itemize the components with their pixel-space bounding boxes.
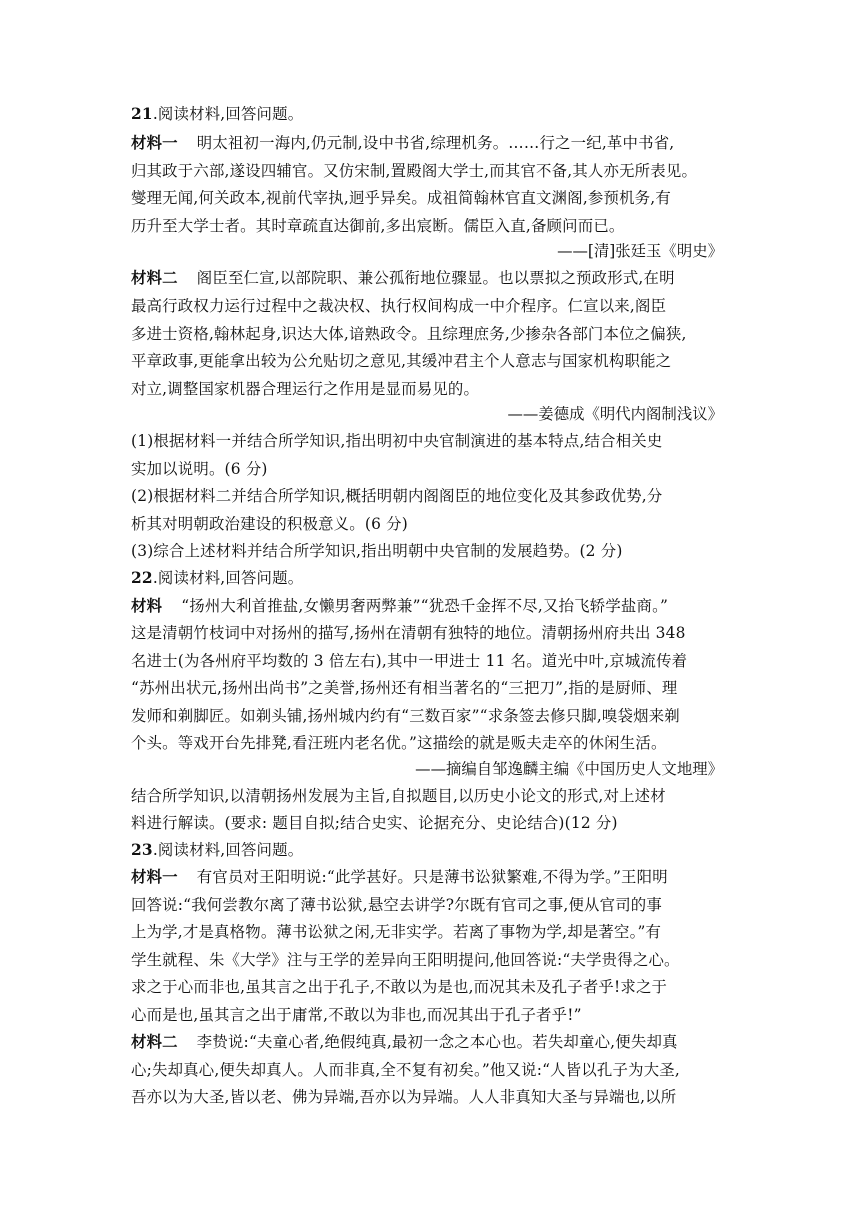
q21-material2-line: 平章政事,更能拿出较为公允贴切之意见,其缓冲君主个人意志与国家机构职能之	[131, 352, 672, 370]
q21-subquestion: (2)根据材料二并结合所学知识,概括明朝内阁阁臣的地位变化及其参政优势,分	[131, 487, 663, 505]
q21-heading	[131, 102, 731, 126]
q22-material-line: 材料 “扬州大利首推盐,女懒男奢两弊兼”“犹恐千金挥不尽,又抬飞轿学盐商。”	[131, 597, 669, 615]
q23-number: 23	[131, 841, 153, 859]
q22-heading	[131, 566, 731, 590]
q21-material1-line: 材料一 明太祖初一海内,仍元制,设中书省,综理机务。……行之一纪,革中书省,	[131, 134, 675, 152]
q21-material1-source: ——[清]张廷玉《明史》	[557, 242, 723, 260]
q21-material2-line: 材料二 阁臣至仁宣,以部院职、兼公孤衔地位骤显。也以票拟之预政形式,在明	[131, 269, 675, 287]
q21-number: 21	[131, 105, 153, 123]
q23-title: .阅读材料,回答问题。	[152, 841, 304, 859]
q21-material2-line: 最高行政权力运行过程中之裁决权、执行权间构成一中介程序。仁宣以来,阁臣	[131, 297, 667, 315]
q23-material1-line: 上为学,才是真格物。薄书讼狱之闲,无非实学。若离了事物为学,却是著空。”有	[131, 923, 662, 941]
q22-material-line: 这是清朝竹枝词中对扬州的描写,扬州在清朝有独特的地位。清朝扬州府共出 348	[131, 624, 686, 642]
q23-material2-label: 材料二	[131, 1033, 178, 1051]
q23-heading	[131, 838, 731, 862]
q22-question: 料进行解读。(要求: 题目自拟;结合史实、论据充分、史论结合)(12 分)	[131, 814, 618, 832]
q23-material1-line: 学生就程、朱《大学》注与王学的差异向王阳明提问,他回答说:“夫学贵得之心。	[131, 951, 680, 969]
q22-material-line: 名进士(为各州府平均数的 3 倍左右),其中一甲进士 11 名。道光中叶,京城流传着	[131, 652, 688, 670]
q23-material1-line: 求之于心而非也,虽其言之出于孔子,不敢以为是也,而况其未及孔子者乎!求之于	[131, 978, 668, 996]
q21-subquestion: (3)综合上述材料并结合所学知识,指出明朝中央官制的发展趋势。(2 分)	[131, 542, 623, 560]
q21-material2-line: 对立,调整国家机器合理运行之作用是显而易见的。	[131, 380, 480, 398]
q22-material-line: 发师和剃脚匠。如剃头铺,扬州城内约有“三数百家”“求条签去修只脚,嗅袋烟来剃	[131, 707, 680, 725]
q21-subquestion: 实加以说明。(6 分)	[131, 460, 268, 478]
q22-material-line: 个头。等戏开台先排凳,看汪班内老名优。”这描绘的就是贩夫走卒的休闲生活。	[131, 734, 667, 752]
q22-material-source: ——摘编自邹逸麟主编《中国历史人文地理》	[415, 760, 723, 778]
q23-material2-line: 心;失却真心,便失却真人。人而非真,全不复有初矣。”他又说:“人皆以孔子为大圣,	[131, 1061, 680, 1079]
q21-title: .阅读材料,回答问题。	[152, 105, 304, 123]
q22-question: 结合所学知识,以清朝扬州发展为主旨,自拟题目,以历史小论文的形式,对上述材	[131, 787, 666, 805]
q21-material1-line: 历升至大学士者。其时章疏直达御前,多出宸断。儒臣入直,备顾问而已。	[131, 217, 625, 235]
q21-subquestion: (1)根据材料一并结合所学知识,指出明初中央官制演进的基本特点,结合相关史	[131, 432, 663, 450]
q21-subquestion: 析其对明朝政治建设的积极意义。(6 分)	[131, 515, 408, 533]
q22-title: .阅读材料,回答问题。	[152, 569, 304, 587]
q23-material1-line: 回答说:“我何尝教尔离了薄书讼狱,悬空去讲学?尔既有官司之事,便从官司的事	[131, 896, 662, 914]
q23-material2-line: 吾亦以为大圣,皆以老、佛为异端,吾亦以为异端。人人非真知大圣与异端也,以所	[131, 1088, 677, 1106]
q22-number: 22	[131, 569, 153, 587]
q23-material2-line: 材料二 李贽说:“夫童心者,绝假纯真,最初一念之本心也。若失却童心,便失却真	[131, 1033, 678, 1051]
q23-material1-line: 材料一 有官员对王阳明说:“此学甚好。只是薄书讼狱繁难,不得为学。”王阳明	[131, 868, 668, 886]
q21-material2-line: 多进士资格,翰林起身,识达大体,谙熟政令。且综理庶务,少掺杂各部门本位之偏狭,	[131, 325, 687, 343]
q21-material2-label: 材料二	[131, 269, 178, 287]
q21-material1-line: 归其政于六部,遂设四辅官。又仿宋制,置殿阁大学士,而其官不备,其人亦无所表见。	[131, 162, 698, 180]
q21-material1-label: 材料一	[131, 134, 178, 152]
q21-material1-line: 燮理无闻,何关政本,视前代宰执,迥乎异矣。成祖简翰林官直文渊阁,参预机务,有	[131, 189, 671, 207]
q23-material1-line: 心而是也,虽其言之出于庸常,不敢以为非也,而况其出于孔子者乎!”	[131, 1006, 582, 1024]
q22-material-label: 材料	[131, 597, 163, 615]
q21-material2-source: ——姜德成《明代内阁制浅议》	[507, 405, 723, 423]
q23-material1-label: 材料一	[131, 868, 178, 886]
q22-material-line: “苏州出状元,扬州出尚书”之美誉,扬州还有相当著名的“三把刀”,指的是厨师、理	[131, 679, 678, 697]
